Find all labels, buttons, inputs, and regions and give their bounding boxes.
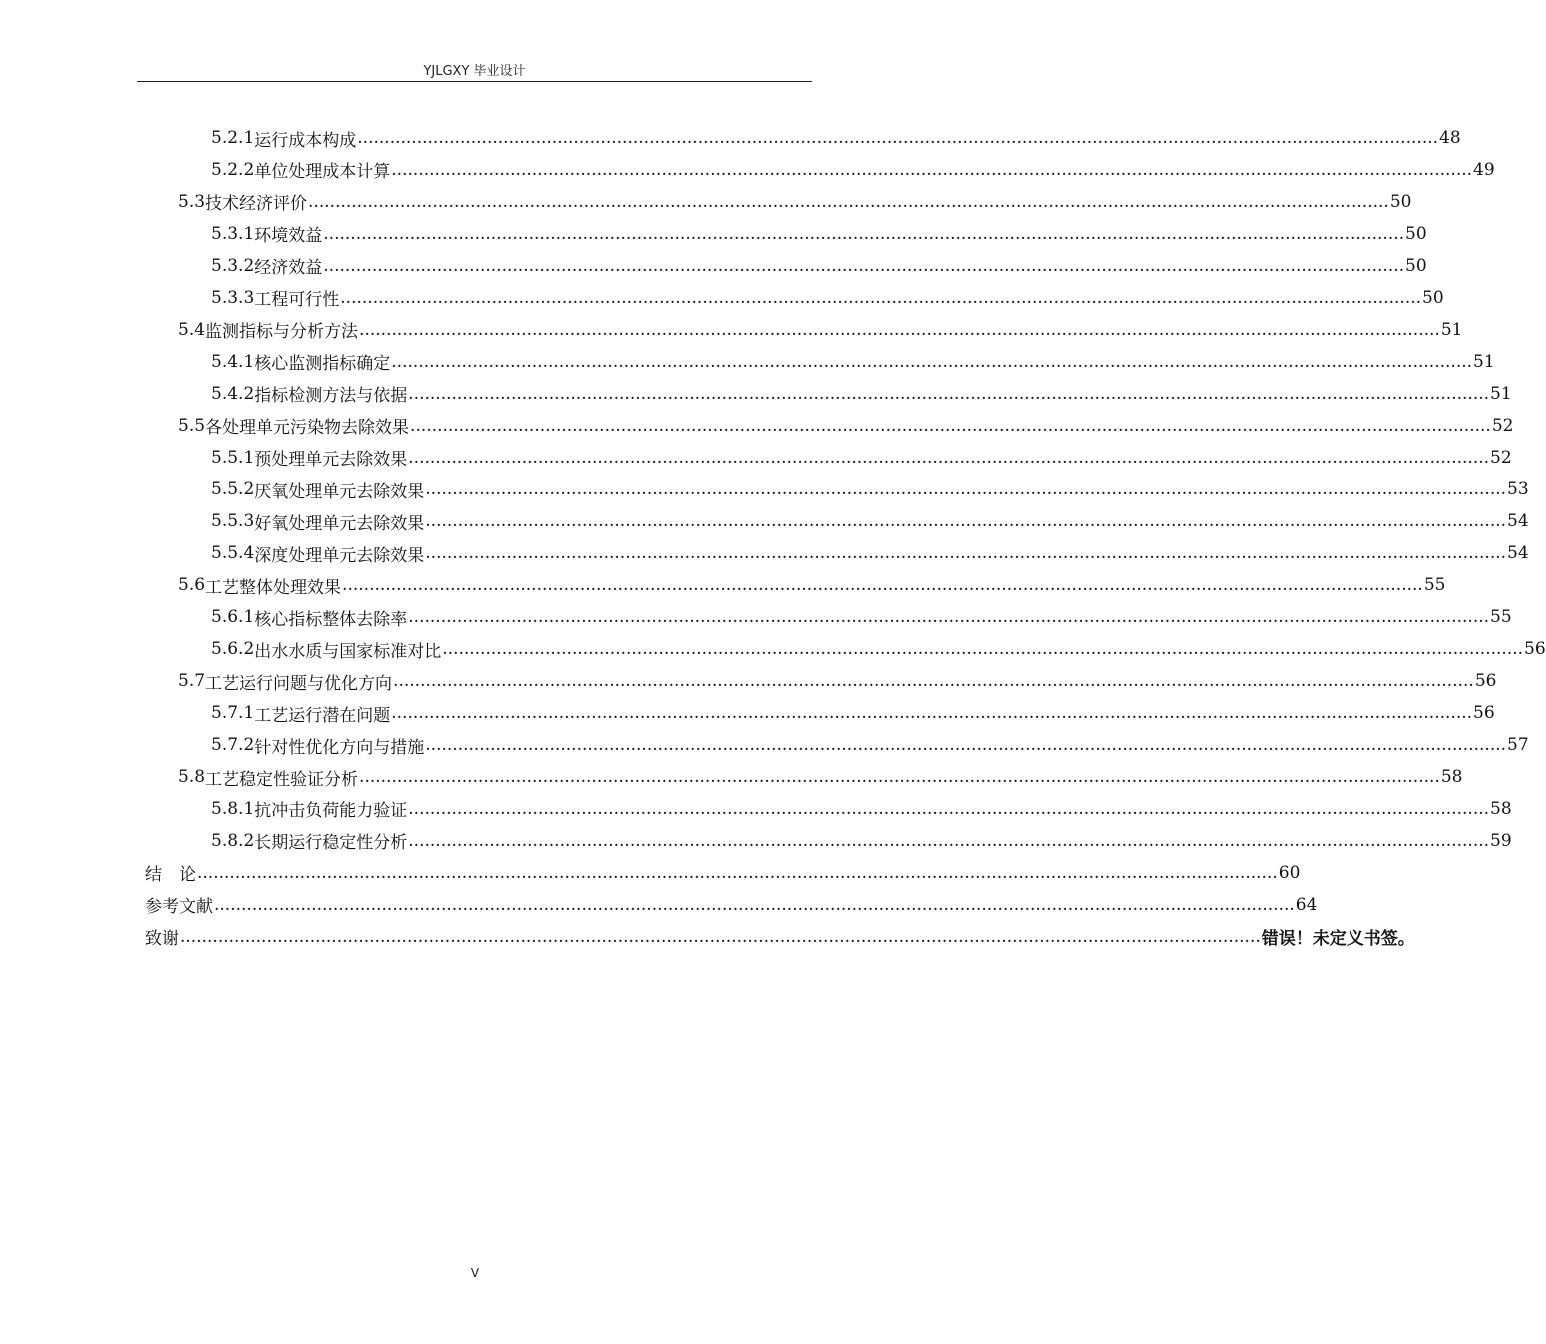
- toc-entry-number: 5.3.1: [211, 223, 255, 244]
- toc-entry[interactable]: [178, 186, 1412, 218]
- toc-entry-title: 核心指标整体去除率: [254, 609, 408, 630]
- toc-entry-number: 5.3.2: [211, 255, 255, 276]
- toc-entry[interactable]: [211, 825, 1512, 857]
- toc-entry-page: 错误！未定义书签。: [1261, 929, 1415, 950]
- dot-leader: ........................................................................................................................................................................................................: [391, 159, 1473, 180]
- toc-entry-number: 5.8: [178, 767, 206, 787]
- page-number: V: [470, 1266, 480, 1280]
- header-rule: [137, 81, 812, 82]
- dot-leader: ........................................................................................................................................................................................................: [425, 735, 1507, 756]
- toc-entry-number: 5.6.1: [211, 607, 255, 628]
- toc-entry-number: 5.7: [178, 671, 206, 692]
- dot-leader: ........................................................................................................................................................................................................: [408, 383, 1490, 404]
- toc-entry-page: 57: [1507, 735, 1529, 756]
- toc-entry[interactable]: [178, 569, 1446, 601]
- toc-entry[interactable]: [211, 378, 1512, 410]
- toc-entry-number: 5.4.2: [211, 383, 255, 404]
- toc-entry-page: 50: [1389, 191, 1412, 212]
- toc-entry-title: 工艺整体处理效果: [205, 577, 342, 598]
- toc-entry-page: 64: [1295, 894, 1318, 915]
- toc-entry-page: 53: [1507, 479, 1529, 500]
- toc-entry[interactable]: [211, 729, 1529, 761]
- dot-leader: ........................................................................................................................................................................................................: [391, 703, 1473, 724]
- toc-entry-title: 指标检测方法与依据: [254, 386, 408, 407]
- dot-leader: ........................................................................................................................................................................................................: [425, 543, 1507, 564]
- page-header: YJLGXY 毕业设计: [423, 64, 526, 79]
- toc-entry-title: 核心监测指标确定: [254, 354, 391, 375]
- toc-entry-number: 5.5.4: [211, 543, 255, 564]
- toc-entry-number: 5.6: [178, 575, 206, 596]
- toc-entry-page: 56: [1524, 639, 1546, 660]
- dot-leader: ........................................................................................................................................................................................................: [393, 671, 1474, 692]
- toc-entry-title: 针对性优化方向与措施: [254, 737, 425, 758]
- toc-entry-page: 55: [1490, 607, 1512, 628]
- dot-leader: ........................................................................................................................................................................................................: [442, 639, 1524, 660]
- toc-entry-number: 5.2.2: [211, 159, 255, 180]
- toc-entry[interactable]: [211, 346, 1495, 378]
- toc-entry-title: 抗冲击负荷能力验证: [254, 801, 408, 822]
- toc-entry[interactable]: [211, 154, 1495, 186]
- toc-entry-title: 参考文献: [145, 897, 213, 918]
- toc-entry-number: 5.7.2: [211, 735, 255, 756]
- toc-entry-page: 54: [1507, 543, 1529, 564]
- toc-entry[interactable]: [211, 601, 1512, 633]
- toc-entry-page: 50: [1405, 223, 1427, 244]
- toc-entry-page: 54: [1507, 511, 1529, 532]
- toc-entry-title: 致谢: [145, 929, 179, 950]
- toc-entry-number: 5.4.1: [211, 351, 255, 372]
- toc-entry-number: 5.5.1: [211, 447, 255, 468]
- toc-entry-number: 5.8.2: [211, 830, 255, 851]
- toc-entry-page: 52: [1490, 447, 1512, 468]
- toc-entry-title: 深度处理单元去除效果: [254, 545, 425, 566]
- toc-entry[interactable]: [145, 857, 1301, 889]
- toc-entry-page: 52: [1491, 415, 1514, 436]
- toc-entry-number: 5.6.2: [211, 639, 255, 660]
- toc-entry[interactable]: [211, 633, 1546, 665]
- toc-entry-page: 56: [1473, 703, 1495, 724]
- toc-entry-page: 48: [1439, 128, 1461, 148]
- dot-leader: ........................................................................................................................................................................................................: [425, 479, 1507, 500]
- toc-entry-title: 运行成本构成: [254, 130, 357, 151]
- toc-entry[interactable]: [178, 410, 1514, 442]
- toc-entry[interactable]: [211, 218, 1427, 250]
- toc-entry-number: 5.5.3: [211, 511, 255, 532]
- dot-leader: ........................................................................................................................................................................................................: [214, 894, 1295, 915]
- toc-entry-number: 5.5: [178, 415, 206, 436]
- toc-entry-title: 环境效益: [254, 226, 323, 247]
- toc-entry[interactable]: [211, 282, 1444, 314]
- dot-leader: ........................................................................................................................................................................................................: [408, 447, 1490, 468]
- toc-entry-page: 60: [1278, 862, 1301, 883]
- dot-leader: ........................................................................................................................................................................................................: [323, 223, 1405, 244]
- toc-entry[interactable]: [211, 442, 1512, 474]
- toc-entry-number: 5.7.1: [211, 703, 255, 724]
- toc-entry-number: 5.3: [178, 191, 206, 212]
- toc-entry-title: 预处理单元去除效果: [254, 450, 408, 470]
- toc-entry-title: 长期运行稳定性分析: [254, 833, 408, 854]
- dot-leader: ........................................................................................................................................................................................................: [180, 926, 1261, 947]
- toc-entry-title: 监测指标与分析方法: [205, 322, 359, 343]
- toc-entry[interactable]: [178, 761, 1463, 793]
- toc-entry[interactable]: [178, 665, 1497, 697]
- toc-entry-number: 5.3.3: [211, 287, 255, 308]
- toc-entry[interactable]: [211, 122, 1461, 154]
- toc-entry-title: 各处理单元污染物去除效果: [205, 418, 410, 439]
- dot-leader: ........................................................................................................................................................................................................: [410, 415, 1491, 436]
- toc-entry-page: 51: [1473, 351, 1495, 372]
- toc-entry-title: 工艺稳定性验证分析: [205, 769, 359, 790]
- toc-entry-title: 技术经济评价: [205, 194, 308, 215]
- toc-entry[interactable]: [211, 793, 1512, 825]
- toc-entry-title: 经济效益: [254, 258, 323, 279]
- dot-leader: ........................................................................................................................................................................................................: [359, 319, 1440, 340]
- toc-entry-title: 工艺运行潜在问题: [254, 705, 391, 726]
- toc-entry-title: 工程可行性: [254, 290, 340, 311]
- toc-entry[interactable]: [145, 889, 1318, 921]
- dot-leader: ........................................................................................................................................................................................................: [357, 128, 1439, 148]
- dot-leader: ........................................................................................................................................................................................................: [342, 575, 1423, 596]
- toc-entry-number: 5.4: [178, 319, 206, 340]
- dot-leader: ........................................................................................................................................................................................................: [391, 351, 1473, 372]
- dot-leader: ........................................................................................................................................................................................................: [340, 287, 1422, 308]
- toc-entry-title: 出水水质与国家标准对比: [254, 641, 442, 662]
- dot-leader: ........................................................................................................................................................................................................: [308, 191, 1389, 212]
- toc-entry-page: 50: [1405, 255, 1427, 276]
- toc-entry[interactable]: [211, 473, 1529, 505]
- toc-entry-title: 厌氧处理单元去除效果: [254, 481, 425, 502]
- toc-entry-number: 5.5.2: [211, 479, 255, 500]
- toc-entry-page: 51: [1490, 383, 1512, 404]
- toc-entry-page: 50: [1422, 287, 1444, 308]
- toc-entry-title: 结 论: [145, 865, 196, 886]
- toc-entry-page: 55: [1423, 575, 1446, 596]
- toc-entry-page: 58: [1440, 767, 1463, 787]
- dot-leader: ........................................................................................................................................................................................................: [359, 767, 1440, 787]
- toc-entry-page: 56: [1474, 671, 1497, 692]
- toc-entry-title: 单位处理成本计算: [254, 162, 391, 183]
- toc-entry-page: 59: [1490, 830, 1512, 851]
- dot-leader: ........................................................................................................................................................................................................: [425, 511, 1507, 532]
- toc-entry[interactable]: [178, 314, 1463, 346]
- toc-entry-title: 好氧处理单元去除效果: [254, 513, 425, 534]
- toc-entry[interactable]: [211, 537, 1529, 569]
- dot-leader: ........................................................................................................................................................................................................: [323, 255, 1405, 276]
- dot-leader: ........................................................................................................................................................................................................: [408, 798, 1490, 819]
- toc-entry[interactable]: [211, 250, 1427, 282]
- toc-entry-number: 5.2.1: [211, 128, 255, 148]
- toc-entry-number: 5.8.1: [211, 798, 255, 819]
- toc-entry[interactable]: [145, 921, 1415, 953]
- dot-leader: ........................................................................................................................................................................................................: [197, 862, 1278, 883]
- toc-entry-title: 工艺运行问题与优化方向: [205, 673, 393, 694]
- toc-entry[interactable]: [211, 697, 1495, 729]
- dot-leader: ........................................................................................................................................................................................................: [408, 607, 1490, 628]
- dot-leader: ........................................................................................................................................................................................................: [408, 830, 1490, 851]
- toc-entry-page: 49: [1473, 159, 1495, 180]
- toc-entry-page: 51: [1440, 319, 1463, 340]
- toc-entry-page: 58: [1490, 798, 1512, 819]
- toc-entry[interactable]: [211, 505, 1529, 537]
